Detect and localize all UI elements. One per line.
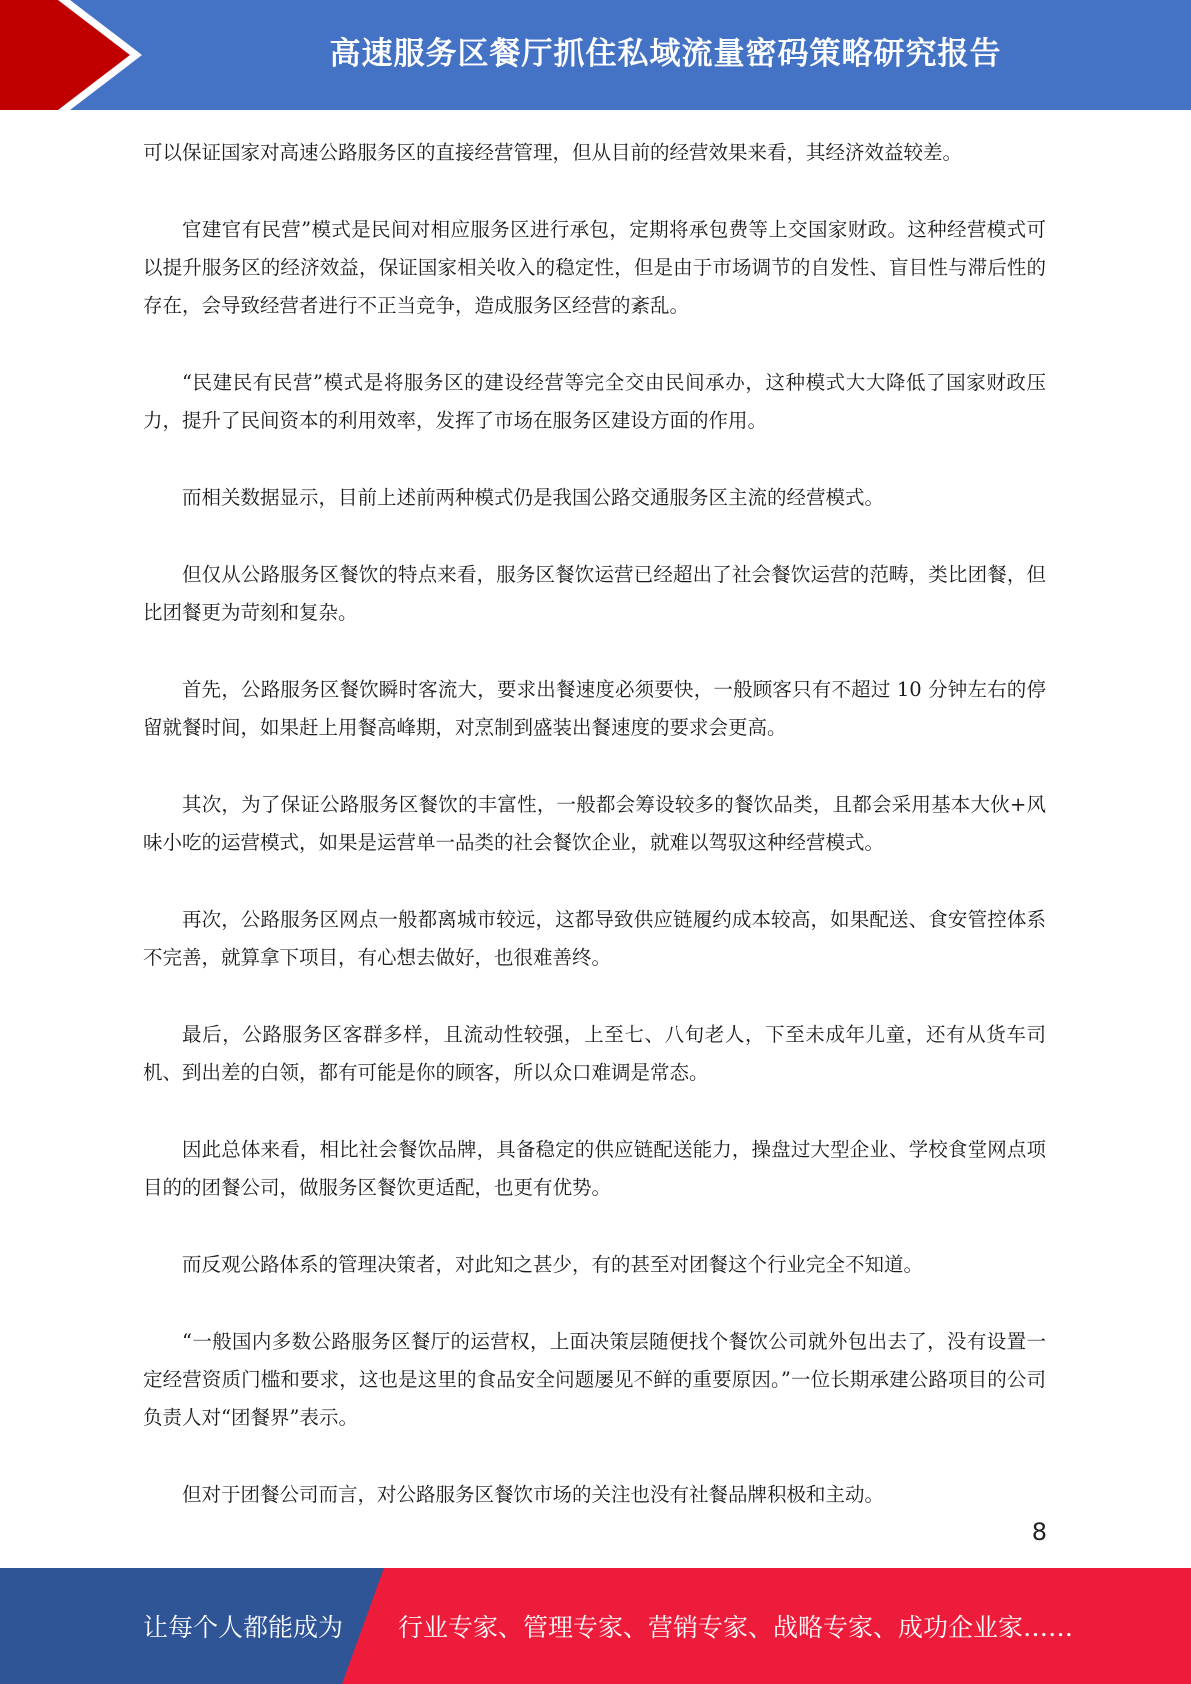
paragraph: 再次，公路服务区网点一般都离城市较远，这都导致供应链履约成本较高，如果配送、食安管控体系不完善，就算拿下项目，有心想去做好，也很难善终。 [143,908,1046,969]
paragraph: 而反观公路体系的管理决策者，对此知之甚少，有的甚至对团餐这个行业完全不知道。 [182,1253,924,1276]
paragraph: 官建官有民营”模式是民间对相应服务区进行承包，定期将承包费等上交国家财政。这种经营模式可以提升服务区的经济效益，保证国家相关收入的稳定性，但是由于市场调节的自发性、盲目性与滞后性的存在，会导致经营者进行不正当竞争，造成服务区经营的紊乱。 [143,218,1046,317]
report-title: 高速服务区餐厅抓住私域流量密码策略研究报告 [329,35,1002,72]
paragraph: 首先，公路服务区餐饮瞬时客流大，要求出餐速度必须要快，一般顾客只有不超过 10 分钟左右的停留就餐时间，如果赶上用餐高峰期，对烹制到盛装出餐速度的要求会更高。 [143,678,1046,739]
chevron-arrow-icon [0,0,150,110]
page-number: 8 [1031,1518,1047,1546]
page-header [0,0,1191,110]
paragraph: 最后，公路服务区客群多样，且流动性较强，上至七、八旬老人，下至未成年儿童，还有从货车司机、到出差的白领，都有可能是你的顾客，所以众口难调是常态。 [143,1023,1046,1084]
footer-slogan-right: 行业专家、管理专家、营销专家、战略专家、成功企业家…… [398,1613,1074,1642]
document-body [143,134,1046,1553]
footer-slogan-left: 让每个人都能成为 [143,1613,344,1642]
paragraph: 但仅从公路服务区餐饮的特点来看，服务区餐饮运营已经超出了社会餐饮运营的范畴，类比团餐，但比团餐更为苛刻和复杂。 [143,563,1046,624]
paragraph: “一般国内多数公路服务区餐厅的运营权，上面决策层随便找个餐饮公司就外包出去了，没有设置一定经营资质门槛和要求，这也是这里的食品安全问题屡见不鲜的重要原因。”一位长期承建公路项目的公司负责人对“团餐界”表示。 [143,1330,1046,1429]
paragraph: 但对于团餐公司而言，对公路服务区餐饮市场的关注也没有社餐品牌积极和主动。 [182,1483,885,1506]
paragraph: 而相关数据显示，目前上述前两种模式仍是我国公路交通服务区主流的经营模式。 [182,486,885,509]
paragraph: 因此总体来看，相比社会餐饮品牌，具备稳定的供应链配送能力，操盘过大型企业、学校食堂网点项目的的团餐公司，做服务区餐饮更适配，也更有优势。 [143,1138,1046,1199]
paragraph: 其次，为了保证公路服务区餐饮的丰富性，一般都会筹设较多的餐饮品类，且都会采用基本大伙+风味小吃的运营模式，如果是运营单一品类的社会餐饮企业，就难以驾驭这种经营模式。 [143,793,1046,854]
page-footer [0,1568,1191,1684]
paragraph: 可以保证国家对高速公路服务区的直接经营管理，但从目前的经营效果来看，其经济效益较差。 [143,141,963,164]
paragraph: “民建民有民营”模式是将服务区的建设经营等完全交由民间承办，这种模式大大降低了国家财政压力，提升了民间资本的利用效率，发挥了市场在服务区建设方面的作用。 [143,371,1046,432]
